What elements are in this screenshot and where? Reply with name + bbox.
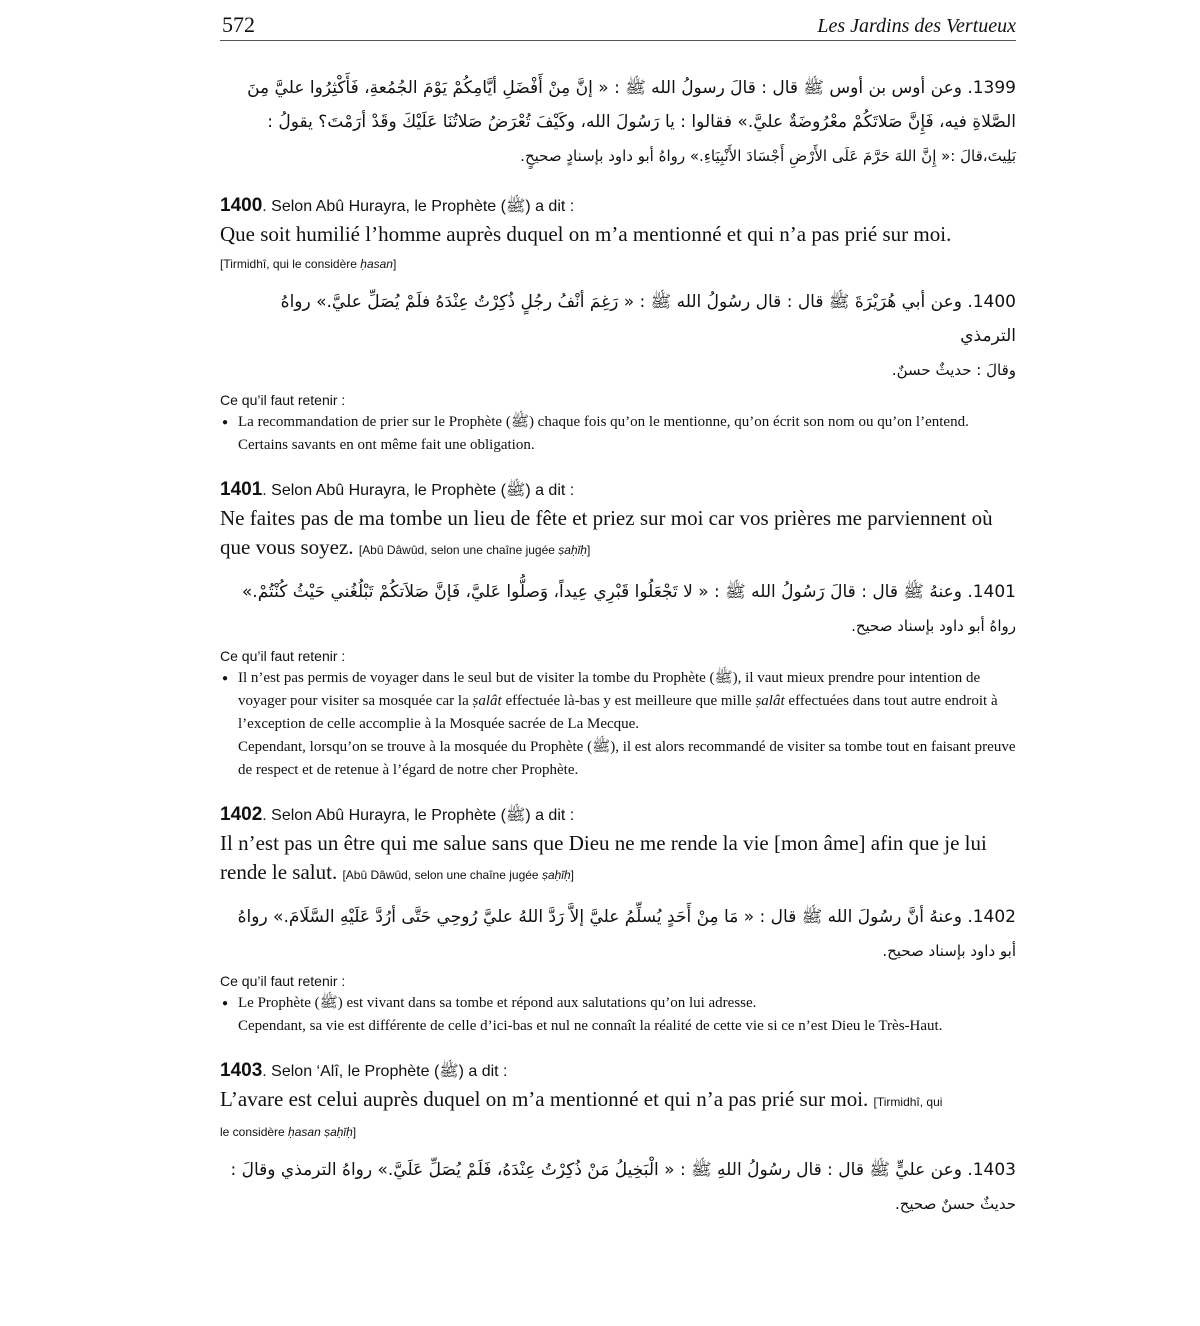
hadith-1400-retain — [220, 411, 1016, 457]
arabic-line: رواهُ أبو داود بإسناد صحيح. — [851, 617, 1016, 635]
retain-paragraph — [238, 667, 1016, 736]
retain-term: ṣalât — [472, 693, 502, 709]
source-text: [Abû Dâwûd, selon une chaîne jugée — [358, 543, 559, 557]
hadith-number: 1401 — [220, 479, 263, 500]
hadith-1403-text — [220, 1085, 1016, 1117]
hadith-1402-source — [342, 868, 574, 882]
hadith-number: 1400 — [220, 195, 263, 216]
retain-paragraph: La recommandation de prier sur le Prophète (ﷺ) chaque fois qu’on le mentionne, qu’on écrit son nom ou qu’on l’entend. Certains savants en ont même fait une obligation. — [238, 414, 969, 453]
hadith-1401-section — [220, 479, 1016, 782]
bullet-icon: ● — [222, 998, 229, 1009]
source-text: [Tirmidhî, qui le considère — [220, 257, 361, 271]
hadith-1401-retain — [220, 667, 1016, 782]
arabic-line: وقالَ : حديثٌ حسنٌ. — [891, 361, 1016, 379]
hadith-1402-section — [220, 804, 1016, 1038]
arabic-line: أبو داود بإسناد صحيح. — [882, 942, 1016, 960]
hadith-1400-text: Que soit humilié l’homme auprès duquel on m’a mentionné et qui n’a pas prié sur moi. — [220, 222, 952, 246]
hadith-intro: . Selon Abû Hurayra, le Prophète (ﷺ) a dit : — [262, 482, 575, 499]
hadith-1400-source — [220, 253, 1016, 275]
source-grade: ṣaḥīḥ — [558, 543, 587, 557]
running-head — [220, 8, 1016, 40]
bullet-icon: ● — [222, 417, 229, 428]
retain-text: effectuées dans tout autre endroit à l’exception de celle accomplie à la Mosquée sacrée de La Mecque. — [238, 693, 998, 732]
arabic-line: 1402. وعنهُ أنَّ رسُولَ الله ﷺ قال : « مَا مِنْ أَحَدٍ يُسلِّمُ عليَّ إلاَّ رَدَّ اللهُ عليَّ رُوحِي حَتَّى أرُدَّ عَلَيْهِ السَّلَامَ.» رواهُ — [237, 907, 1016, 927]
source-end: ] — [352, 1125, 357, 1139]
source-text: [Abû Dâwûd, selon une chaîne jugée — [342, 868, 542, 882]
source-end: ] — [392, 257, 397, 271]
hadith-1403-arabic — [220, 1153, 1016, 1221]
book-title: Les Jardins des Vertueux — [817, 15, 1016, 37]
hadith-1402-heading — [220, 804, 1016, 827]
hadith-number: 1403 — [220, 1060, 263, 1081]
source-grade: ḥasan ṣaḥīḥ — [288, 1125, 353, 1139]
arabic-line: بَلِيتَ،قالَ :« إِنَّ اللهَ حَرَّمَ عَلَى الأَرْضِ أَجْسَادَ الأَنْبِيَاءِ.» رواهُ أبو داود بإسنادٍ صحيحٍ. — [520, 147, 1016, 165]
retain-paragraph: Cependant, sa vie est différente de celle d’ici-bas et nul ne connaît la réalité de cette vie si ce n’est Dieu le Très-Haut. — [238, 1018, 943, 1034]
retain-label: Ce qu’il faut retenir : — [220, 973, 346, 989]
hadith-1400-arabic — [220, 285, 1016, 387]
source-grade: ṣaḥīḥ — [541, 868, 571, 882]
retain-label: Ce qu’il faut retenir : — [220, 648, 346, 664]
hadith-1403-heading — [220, 1060, 1016, 1083]
arabic-line: 1399. وعن أوس بن أوس ﷺ قال : قالَ رسولُ الله ﷺ : « إنَّ مِنْ أَفْضَلِ أيَّامِكُمْ يَوْمَ الجُمُعةِ، فَأَكْثِرُوا عليَّ مِنَ — [247, 78, 1016, 98]
hadith-1402-arabic — [220, 900, 1016, 968]
hadith-intro: . Selon Abû Hurayra, le Prophète (ﷺ) a dit : — [262, 807, 575, 824]
arabic-line: الصَّلاةِ فيه، فَإِنَّ صَلاتَكُمْ معْرُوضَةٌ عليَّ.» فقالوا : يا رَسُولَ الله، وكَيْفَ تُعْرَضُ صَلاتُنَا عَلَيْكَ وقَدْ أرَمْتَ؟ يقولُ : — [267, 112, 1016, 132]
retain-term: ṣalât — [755, 693, 785, 709]
hadith-1401-arabic — [220, 575, 1016, 643]
hadith-1399-arabic — [220, 71, 1016, 173]
hadith-intro: . Selon Abû Hurayra, le Prophète (ﷺ) a dit : — [262, 198, 575, 215]
hadith-text: L’avare est celui auprès duquel on m’a mentionné et qui n’a pas prié sur moi. — [220, 1087, 869, 1111]
page-number: 572 — [222, 12, 255, 37]
source-text: le considère — [220, 1125, 289, 1139]
retain-text: Il n’est pas permis de voyager dans le seul but de visiter la tombe du Prophète (ﷺ), il vaut mieux prendre pour intention de voyager pour visiter sa mosquée car la — [238, 670, 981, 709]
book-page — [220, 0, 1016, 1241]
hadith-1400-section — [220, 195, 1016, 457]
retain-text: effectuée là-bas y est meilleure que mille — [501, 693, 756, 709]
source-end: ] — [570, 868, 574, 882]
bullet-icon: ● — [222, 673, 229, 684]
hadith-1403-source — [220, 1121, 1016, 1143]
hadith-1401-text — [220, 504, 1016, 565]
hadith-1402-text — [220, 829, 1016, 890]
header-rule — [220, 40, 1016, 41]
arabic-line: حديثٌ حسنٌ صحيح. — [894, 1195, 1016, 1213]
hadith-1401-source — [359, 543, 591, 557]
hadith-1401-heading — [220, 479, 1016, 502]
arabic-line: 1400. وعن أبي هُرَيْرَةَ ﷺ قال : قال رسُولُ الله ﷺ : « رَغِمَ أنْفُ رجُلٍ ذُكِرْتُ عِنْدَهُ فلَمْ يُصَلِّ عليَّ.» رواهُ الترمذي — [280, 292, 1016, 346]
retain-paragraph: Cependant, lorsqu’on se trouve à la mosquée du Prophète (ﷺ), il est alors recommandé de visiter sa tombe tout en faisant preuve de respect et de retenue à l’égard de notre cher Prophète. — [238, 739, 1016, 778]
retain-paragraph: Le Prophète (ﷺ) est vivant dans sa tombe et répond aux salutations qu’on lui adresse. — [238, 995, 757, 1011]
hadith-text: Ne faites pas de ma tombe un lieu de fête et priez sur moi car vos prières me parviennent où que vous soyez. — [220, 506, 993, 559]
source-end: ] — [586, 543, 591, 557]
hadith-1400-heading — [220, 195, 1016, 218]
source-grade: ḥasan — [360, 257, 393, 271]
hadith-intro: . Selon ‘Alî, le Prophète (ﷺ) a dit : — [262, 1063, 508, 1080]
hadith-number: 1402 — [220, 804, 263, 825]
retain-label: Ce qu’il faut retenir : — [220, 392, 346, 408]
hadith-1403-section — [220, 1060, 1016, 1221]
arabic-line: 1403. وعن عليٍّ ﷺ قال : قال رسُولُ اللهِ ﷺ : « الْبَخِيلُ مَنْ ذُكِرْتُ عِنْدَهُ، فَلَمْ يُصَلِّ عَلَيَّ.» رواهُ الترمذي وقالَ : — [230, 1160, 1016, 1180]
source-text: [Tirmidhî, qui — [873, 1095, 943, 1109]
hadith-1402-retain — [220, 992, 1016, 1038]
hadith-text: Il n’est pas un être qui me salue sans que Dieu ne me rende la vie [mon âme] afin que je lui rende le salut. — [220, 831, 987, 884]
arabic-line: 1401. وعنهُ ﷺ قال : قالَ رَسُولُ الله ﷺ : « لا تَجْعَلُوا قَبْرِي عِيداً، وَصلُّوا عَليَّ، فَإنَّ صَلاَتكُمْ تَبْلُغُني حَيْثُ كُنْتُمْ.» — [241, 582, 1016, 602]
